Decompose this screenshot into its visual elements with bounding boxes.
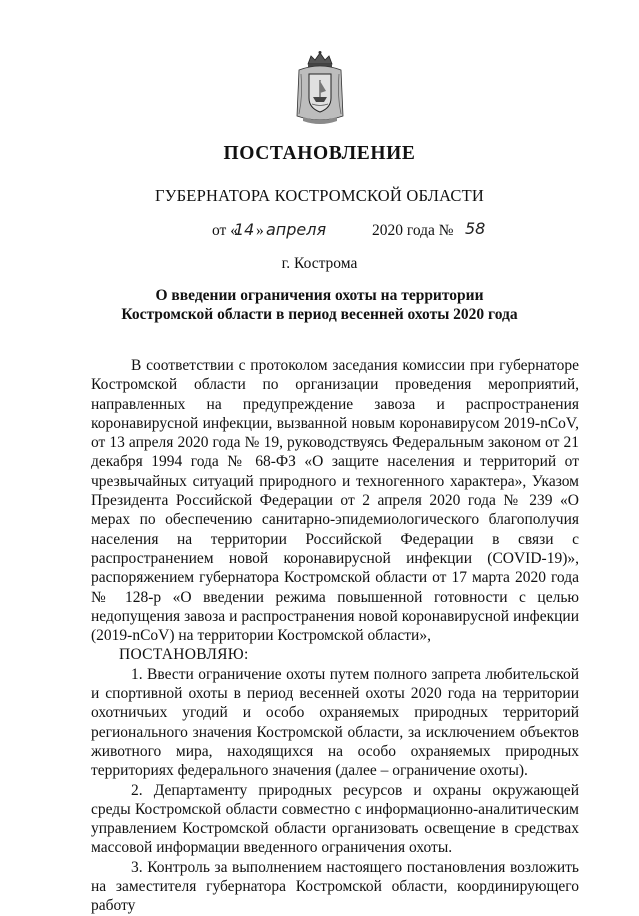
- date-prefix: от «: [212, 222, 238, 239]
- decree-keyword: ПОСТАНОВЛЯЮ:: [119, 646, 249, 664]
- date-year-text: 2020 года №: [372, 222, 454, 239]
- clause-paragraph: 2. Департаменту природных ресурсов и охраны окружающей среды Костромской области совместно с информационно-аналитическим управлением Костромской области организовать освещение в средствах массовой информации введенного ограничения охоты.: [91, 781, 579, 857]
- date-line: [212, 219, 512, 244]
- coat-of-arms-emblem: [293, 50, 347, 126]
- clause-paragraph: 3. Контроль за выполнением настоящего постановления возложить на заместителя губернатора Костромской области, координирующего работу: [91, 858, 579, 915]
- issuer-subtitle: ГУБЕРНАТОРА КОСТРОМСКОЙ ОБЛАСТИ: [155, 186, 484, 205]
- date-day-handwritten: 14: [234, 220, 255, 239]
- date-month-handwritten: апреля: [266, 220, 327, 239]
- document-number-handwritten: 58: [465, 219, 486, 238]
- clause-paragraph: 1. Ввести ограничение охоты путем полного запрета любительской и спортивной охоты в период весенней охоты 2020 года на территории охотничьих угодий и особо охраняемых природных территорий регионального значения Костромской области, за исключением объектов животного мира, находящихся на особо охраняемых природных территориях федерального значения (далее – ограничение охоты).: [91, 665, 579, 780]
- heading-line: О введении ограничения охоты на территории: [155, 287, 484, 304]
- city: г. Кострома: [281, 255, 358, 272]
- heading-line: Костромской области в период весенней охоты 2020 года: [121, 306, 518, 323]
- document-body: [91, 356, 579, 916]
- document-title: ПОСТАНОВЛЕНИЕ: [223, 143, 416, 164]
- document-heading: [0, 286, 639, 324]
- date-mid: »: [256, 222, 264, 239]
- preamble-paragraph: В соответствии с протоколом заседания комиссии при губернаторе Костромской области по организации проведения мероприятий, направленных на предупреждение завоза и распространения коронавирусной инфекции, вызванной новым коронавирусом 2019-nCoV, от 13 апреля 2020 года № 19, руководствуясь Федеральным законом от 21 декабря 1994 года № 68-ФЗ «О защите населения и территорий от чрезвычайных ситуаций природного и техногенного характера», Указом Президента Российской Федерации от 2 апреля 2020 года № 239 «О мерах по обеспечению санитарно-эпидемиологического благополучия населения на территории Российской Федерации в связи с распространением новой коронавирусной инфекции (COVID-19)», распоряжением губернатора Костромской области от 17 марта 2020 года № 128-р «О введении режима повышенной готовности с целью недопущения завоза и распространения новой коронавирусной инфекции (2019-nCoV) на территории Костромской области»,: [91, 357, 579, 645]
